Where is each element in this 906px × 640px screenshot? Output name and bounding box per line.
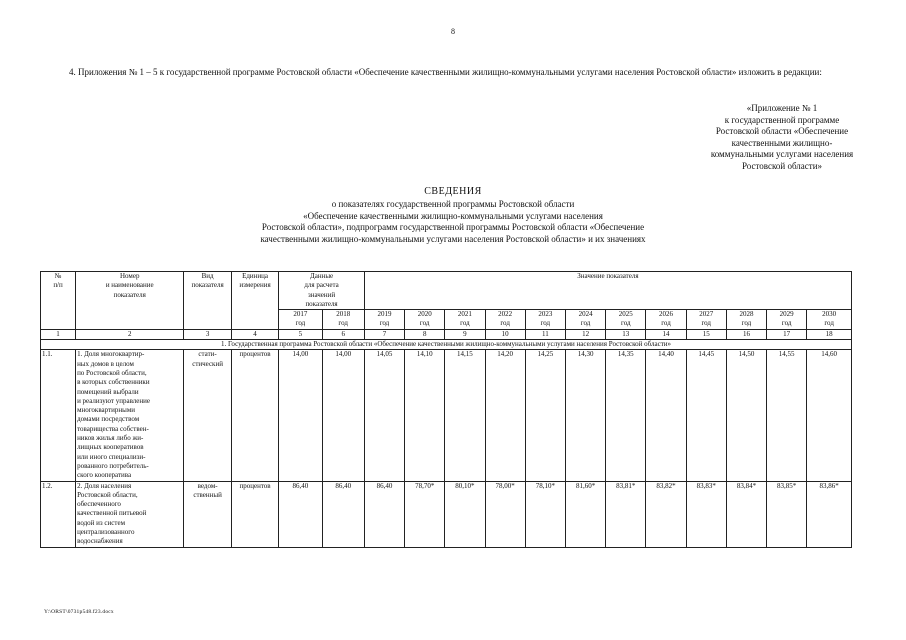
indicator-type-line: стический	[192, 359, 223, 368]
indicator-name-line: 2. Доля населения	[77, 481, 132, 490]
year-value: 2017	[293, 310, 308, 319]
column-number-cell: 10	[485, 329, 525, 339]
year-word: год	[540, 319, 551, 328]
indicator-name-line: лищных кооперативов	[77, 443, 144, 452]
year-value: 2029	[779, 310, 794, 319]
appendix-line: Ростовской области «Обеспечение	[715, 126, 849, 136]
indicator-value: 14,40	[646, 350, 686, 481]
indicator-value: 83,84*	[726, 481, 766, 547]
indicator-value: 83,86*	[807, 481, 852, 547]
header-name: Номер и наименование показателя	[76, 272, 184, 330]
indicator-name-line: ского кооператива	[77, 471, 132, 480]
appendix-line: к государственной программе	[724, 114, 840, 125]
year-value: 2019	[377, 310, 392, 319]
year-word: год	[379, 319, 390, 328]
indicator-name-line: 1. Доля многоквартир-	[77, 350, 145, 359]
indicator-value: 86,40	[322, 481, 364, 547]
year-value: 2025	[618, 310, 633, 319]
year-word: год	[661, 319, 671, 328]
column-number-cell: 5	[279, 329, 322, 339]
subtitle-line: качественными жилищно-коммунальными услугами населения Ростовской области» и их значениях	[260, 233, 646, 244]
column-number-cell: 7	[364, 329, 404, 339]
indicator-type-line: ственный	[193, 490, 222, 499]
column-number-cell: 4	[231, 329, 278, 339]
indicator-value: 81,60*	[565, 481, 605, 547]
column-number-cell: 11	[525, 329, 565, 339]
year-word: год	[824, 319, 834, 328]
file-path-footer: Y:\ORST\0731p548.f23.docx	[44, 609, 114, 615]
column-number-cell: 1	[41, 329, 76, 339]
year-header-cell	[565, 310, 605, 330]
year-word: год	[295, 319, 306, 328]
indicator-type-line: ведом-	[197, 481, 218, 490]
indicator-name	[76, 481, 184, 547]
indicator-value: 83,82*	[646, 481, 686, 547]
subtitle-line: «Обеспечение качественными жилищно-коммунальными услугами населения	[303, 210, 603, 221]
header-num: № п/п	[41, 272, 76, 330]
year-header-cell	[807, 310, 852, 330]
year-value: 2024	[578, 310, 593, 319]
year-word: год	[781, 319, 792, 328]
subtitle-line: о показателях государственной программы Ростовской области	[331, 199, 575, 209]
indicator-value: 14,10	[405, 350, 445, 481]
section-title: 1. Государственная программа Ростовской области «Обеспечение качественными жилищно-коммунальными услугами населения Ростовской области»	[41, 340, 852, 350]
document-title: СВЕДЕНИЯ	[424, 186, 482, 197]
indicator-name-line: качественной питьевой	[77, 509, 147, 518]
indicator-value: 78,70*	[405, 481, 445, 547]
year-value: 2028	[739, 310, 754, 319]
indicator-value: 14,30	[565, 350, 605, 481]
year-header-cell	[646, 310, 686, 330]
column-number-row	[41, 329, 852, 339]
appendix-reference	[672, 103, 892, 172]
indicator-value: 83,81*	[606, 481, 646, 547]
header-values: Значение показателя	[364, 272, 851, 310]
indicator-value: 14,00	[322, 350, 364, 481]
indicator-name-line: многоквартирными	[77, 406, 135, 415]
indicator-name-line: в которых собственники	[77, 378, 150, 387]
indicator-type	[184, 350, 231, 481]
column-number-cell: 6	[322, 329, 364, 339]
column-number-cell: 17	[767, 329, 807, 339]
indicator-value: 14,55	[767, 350, 807, 481]
year-header-cell	[322, 310, 364, 330]
year-word: год	[701, 319, 711, 328]
indicator-value: 14,35	[606, 350, 646, 481]
appendix-line: «Приложение № 1	[746, 103, 818, 113]
year-header-cell	[405, 310, 445, 330]
table-row	[41, 481, 852, 547]
indicator-value: 14,50	[726, 350, 766, 481]
indicator-name-line: и реализуют управление	[77, 396, 150, 405]
column-number-cell: 18	[807, 329, 852, 339]
year-header-cell	[686, 310, 726, 330]
column-number-cell: 9	[445, 329, 485, 339]
indicator-unit: процентов	[231, 481, 278, 547]
year-header-cell	[364, 310, 404, 330]
appendix-line: Ростовской области»	[741, 160, 823, 171]
indicator-value: 14,00	[279, 350, 322, 481]
indicator-name	[76, 350, 184, 481]
year-value: 2026	[659, 310, 673, 319]
header-type: Вид показателя	[184, 272, 231, 330]
section-row	[41, 340, 852, 350]
page-number: 8	[451, 27, 455, 36]
header-unit: Единица измерения	[231, 272, 278, 330]
indicator-value: 86,40	[279, 481, 322, 547]
indicator-value: 78,10*	[525, 481, 565, 547]
year-word: год	[500, 319, 510, 328]
document-subtitle	[150, 199, 756, 245]
indicator-value: 86,40	[364, 481, 404, 547]
indicator-unit: процентов	[231, 350, 278, 481]
intro-paragraph: 4. Приложения № 1 – 5 к государственной программе Ростовской области «Обеспечение качественными жилищно-коммунальными услугами населения Ростовской области» изложить в редакции:	[69, 67, 822, 77]
indicator-name-line: помещений выбрали	[77, 387, 139, 396]
column-number-cell: 12	[565, 329, 605, 339]
indicator-value: 14,60	[807, 350, 852, 481]
indicator-value: 83,85*	[767, 481, 807, 547]
year-value: 2021	[457, 310, 472, 319]
appendix-line: качественными жилищно-	[731, 137, 833, 148]
appendix-line: коммунальными услугами населения	[710, 149, 854, 159]
row-number: 1.1.	[41, 350, 76, 481]
column-number-cell: 13	[606, 329, 646, 339]
table-row	[41, 350, 852, 481]
indicator-name-line: водой из систем	[77, 518, 125, 527]
year-word: год	[338, 319, 348, 328]
year-value: 2020	[417, 310, 432, 319]
indicator-value: 14,45	[686, 350, 726, 481]
year-value: 2027	[699, 310, 714, 319]
indicator-name-line: Ростовской области,	[77, 490, 138, 499]
header-base-data: Данные для расчета значений показателя	[279, 272, 365, 310]
year-header-cell	[485, 310, 525, 330]
indicator-name-line: по Ростовской области,	[77, 368, 147, 377]
indicator-name-line: рованного потребитель-	[77, 461, 149, 470]
year-header-cell	[606, 310, 646, 330]
year-value: 2030	[822, 310, 837, 319]
row-number: 1.2.	[41, 481, 76, 547]
indicator-name-line: товарищества собствен-	[77, 424, 149, 433]
year-header-cell	[767, 310, 807, 330]
indicators-table	[40, 271, 852, 548]
year-header-cell	[279, 310, 322, 330]
indicator-name-line: или иного специализи-	[77, 452, 146, 461]
column-number-cell: 3	[184, 329, 231, 339]
column-number-cell: 2	[76, 329, 184, 339]
indicator-value: 14,05	[364, 350, 404, 481]
year-word: год	[741, 319, 752, 328]
year-header-cell	[726, 310, 766, 330]
indicator-name-line: водоснабжения	[77, 537, 123, 546]
column-number-cell: 8	[405, 329, 445, 339]
year-word: год	[419, 319, 430, 328]
subtitle-line: Ростовской области», подпрограмм государственной программы Ростовской области «Обеспечение	[261, 222, 645, 232]
indicator-name-line: обеспеченного	[77, 500, 121, 509]
year-word: год	[621, 319, 631, 328]
year-value: 2018	[336, 310, 351, 319]
column-number-cell: 16	[726, 329, 766, 339]
indicator-value: 14,25	[525, 350, 565, 481]
year-word: год	[460, 319, 470, 328]
indicator-name-line: централизованного	[77, 528, 135, 537]
indicator-type	[184, 481, 231, 547]
indicator-name-line: ников жилья либо жи-	[77, 434, 144, 443]
column-number-cell: 15	[686, 329, 726, 339]
header-row	[41, 272, 852, 310]
indicator-value: 14,20	[485, 350, 525, 481]
year-header-cell	[525, 310, 565, 330]
indicator-value: 83,83*	[686, 481, 726, 547]
indicator-name-line: домами посредством	[77, 415, 140, 424]
year-value: 2022	[498, 310, 513, 319]
year-value: 2023	[538, 310, 553, 319]
year-header-cell	[445, 310, 485, 330]
indicator-value: 14,15	[445, 350, 485, 481]
indicator-value: 78,00*	[485, 481, 525, 547]
indicator-value: 80,10*	[445, 481, 485, 547]
indicator-type-line: стати-	[198, 350, 217, 359]
indicator-name-line: ных домов в целом	[77, 359, 134, 368]
year-word: год	[580, 319, 591, 328]
column-number-cell: 14	[646, 329, 686, 339]
